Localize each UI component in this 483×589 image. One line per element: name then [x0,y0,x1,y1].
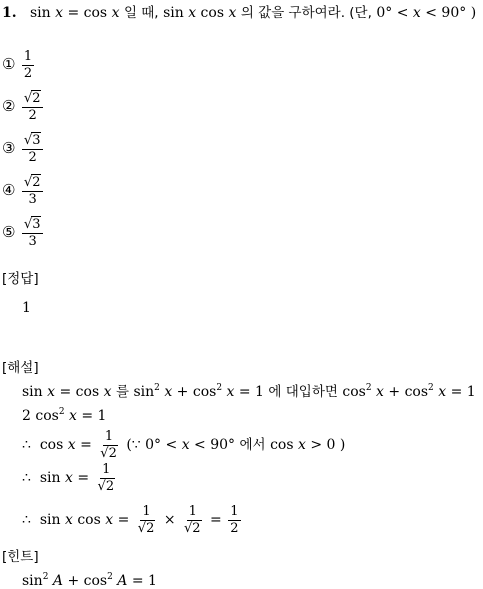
explanation-line-2: 2 $\cos^2 x = 1$ [22,407,107,424]
choice-4[interactable] [2,176,45,206]
question-text-mid: 일 때, [123,5,159,21]
explanation-line-4: ∴ sin x = $\frac{1}{√2}$ [22,462,115,494]
choice-5[interactable] [2,218,45,248]
choice-fraction: $\frac{√2}{3}$ [22,176,44,206]
question-condition: 0° < x < 90° [376,5,467,21]
choice-3[interactable] [2,134,45,164]
choice-fraction: $\frac{1}{2}$ [23,49,33,81]
choice-mark: ③ [2,139,16,158]
choice-mark: ④ [2,181,16,200]
choice-mark: ① [2,55,16,74]
choice-fraction: $\frac{√2}{2}$ [22,92,44,122]
choice-2[interactable] [2,92,45,122]
question-number: 1. [2,5,17,21]
question-expr: sin x cos x [163,5,237,21]
question [2,6,476,21]
answer-value: 1 [22,300,31,316]
hint-label: [힌트] [2,549,39,565]
answer-label: [정답] [2,271,39,287]
explanation-line-5: ∴ sin x cos x = $\frac{1}{√2}$ × $\frac{1}{√2}$ = $\frac{1}{2}$ [22,504,239,536]
choice-mark: ② [2,97,16,116]
question-text-end: 의 값을 구하여라. (단, [240,5,372,21]
hint-formula: $\sin^2 A + \cos^2 A = 1$ [22,572,157,589]
explanation-line-3: ∴ cos x = $\frac{1}{√2}$ (∵ 0° < x < 90° 에서 cos x > 0 ) [22,429,346,461]
explanation-line-1: sin x = cos x 를 $\sin^2 x + \cos^2 x = 1$ 에 대입하면 $\cos^2 x + \cos^2 x = 1$ [22,383,476,400]
choice-mark: ⑤ [2,223,16,242]
explanation-label: [해설] [2,360,39,376]
choice-fraction: $\frac{√3}{3}$ [22,218,44,248]
choice-fraction: $\frac{√3}{2}$ [22,134,44,164]
choice-1[interactable] [2,50,36,80]
question-premise: sin x = cos x [29,5,120,21]
question-close: ) [470,5,477,21]
